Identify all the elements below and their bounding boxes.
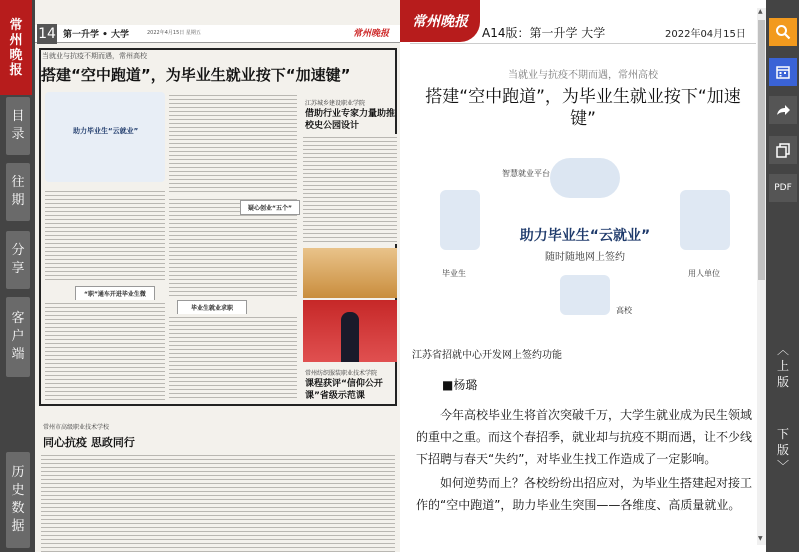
copy-icon	[775, 142, 791, 158]
search-button[interactable]	[769, 18, 797, 46]
reader-logo: 常州晚报	[400, 0, 480, 42]
article-headline: 借助行业专家力量助推校史公园设计	[305, 109, 396, 131]
page-subhead: 毕业生就业求职	[177, 300, 247, 315]
page-paper-name: 常州晚报	[353, 29, 390, 39]
article-title: 搭建“空中跑道”，为毕业生就业按下“加速键”	[425, 87, 741, 129]
school-icon	[560, 275, 610, 315]
nav-label: 期	[11, 193, 25, 208]
nav-label: 据	[11, 519, 25, 534]
nav-label: 客	[11, 311, 25, 326]
next-label: 版	[776, 443, 789, 457]
article-body	[416, 404, 752, 518]
article-reader	[400, 0, 766, 552]
chevron-up-icon: ︿	[776, 343, 789, 357]
nav-history-button[interactable]	[6, 452, 30, 548]
logo-char: 常	[9, 17, 23, 33]
text-column	[45, 300, 165, 400]
page-photo	[303, 248, 397, 298]
article-paragraph: 今年高校毕业生将首次突破千万，大学生就业成为民生领域的重中之重。而这个春招季，就业却与抗疫不期而遇，让不少线下招聘与春天“失约”，对毕业生找工作造成了一定影响。	[416, 408, 753, 466]
nav-label: 录	[11, 127, 25, 142]
prev-label: 上	[776, 359, 789, 373]
nav-client-button[interactable]	[6, 297, 30, 377]
article-headline: 课程获评“信仰公开课”省级示范课	[305, 379, 383, 401]
article-author: ■杨璐	[442, 378, 478, 392]
nav-label: 数	[11, 501, 25, 516]
cloud-icon	[550, 158, 620, 198]
nav-label: 史	[11, 483, 25, 498]
nav-past-button[interactable]	[6, 163, 30, 221]
edition-label: A14版：第一升学 大学	[482, 26, 606, 40]
next-page-button[interactable]	[769, 426, 797, 474]
page-subhead: “职”通车开进毕业生微	[75, 286, 155, 301]
prev-page-button[interactable]	[769, 342, 797, 390]
nav-label: 分	[11, 243, 25, 258]
illus-label-college: 高校	[616, 306, 632, 315]
article-kicker: 常州纺织服装职业技术学院	[305, 370, 378, 377]
page-date: 2022年4月15日 星期五	[147, 30, 201, 36]
logo-char: 报	[9, 62, 23, 78]
newspaper-page[interactable]	[35, 0, 400, 552]
reader-scrollbar[interactable]	[757, 8, 766, 545]
person-figure	[341, 312, 359, 362]
divider	[410, 43, 756, 44]
text-column	[169, 314, 297, 400]
image-caption: 江苏省招就中心开发网上签约功能	[412, 350, 562, 361]
illus-subline: 随时随地网上签约	[545, 252, 625, 263]
page-subhead: 疑心创业“五个”	[240, 200, 300, 215]
text-column	[169, 92, 297, 192]
scrollbar-thumb[interactable]	[758, 20, 765, 280]
illus-label-employer: 用人单位	[688, 269, 720, 278]
page-illustration	[45, 92, 165, 182]
nav-label: 历	[11, 465, 25, 480]
prev-label: 版	[776, 375, 789, 389]
illus-label-graduate: 毕业生	[442, 269, 466, 278]
site-logo[interactable]	[0, 0, 32, 95]
logo-char: 晚	[9, 47, 23, 63]
article-kicker: 当就业与抗疫不期而遇，常州高校	[508, 70, 658, 81]
search-icon	[775, 24, 791, 40]
text-column	[41, 452, 395, 552]
article-kicker: 常州市高级职业技术学校	[43, 424, 110, 431]
nav-label: 往	[11, 175, 25, 190]
nav-label: 目	[11, 109, 25, 124]
article-kicker: 江苏城乡建设职业学院	[305, 100, 366, 107]
next-label: 下	[776, 427, 789, 441]
pdf-button[interactable]: PDF	[769, 174, 797, 202]
article-illustration	[410, 150, 756, 340]
illus-label-platform: 智慧就业平台	[502, 169, 550, 178]
article-headline: 同心抗疫 思政同行	[43, 436, 135, 449]
calendar-button[interactable]	[769, 58, 797, 86]
logo-char: 州	[9, 32, 23, 48]
share-icon	[775, 102, 791, 118]
illus-headline: 助力毕业生“云就业”	[519, 228, 651, 244]
page-number: 14	[38, 26, 56, 42]
article-paragraph: 如何逆势而上？各校纷纷出招应对，为毕业生搭建起对接工作的“空中跑道”，助力毕业生突围——各维度、高质量就业。	[416, 476, 753, 512]
page-section: 第一升学 • 大学	[63, 30, 130, 40]
nav-label: 端	[11, 347, 25, 362]
edition-date: 2022年04月15日	[665, 29, 746, 40]
nav-label: 户	[11, 329, 25, 344]
nav-share-button[interactable]	[6, 231, 30, 289]
copy-button[interactable]	[769, 136, 797, 164]
text-column	[45, 188, 165, 283]
page-article-kicker: 当就业与抗疫不期而遇，常州高校	[42, 52, 147, 60]
page-illustration-label: 助力毕业生“云就业”	[73, 127, 139, 135]
scroll-up-arrow-icon[interactable]: ▲	[758, 8, 763, 15]
scroll-down-arrow-icon[interactable]: ▼	[758, 535, 763, 542]
text-column	[303, 134, 397, 244]
share-button[interactable]	[769, 96, 797, 124]
page-photo	[303, 300, 397, 362]
nav-label: 享	[11, 261, 25, 276]
chevron-down-icon: ﹀	[776, 459, 789, 473]
page-article-title: 搭建“空中跑道”，为毕业生就业按下“加速键”	[41, 66, 351, 84]
calendar-icon	[775, 64, 791, 80]
nav-toc-button[interactable]	[6, 97, 30, 155]
